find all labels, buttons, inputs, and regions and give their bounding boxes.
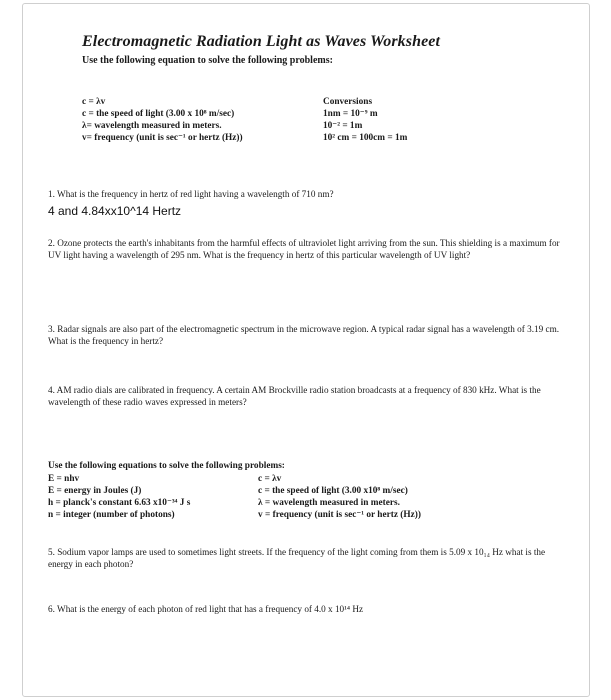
equation-line: λ= wavelength measured in meters. bbox=[82, 121, 222, 131]
equation-line: c = λv bbox=[82, 97, 106, 107]
conversion-line: 10² cm = 100cm = 1m bbox=[323, 133, 408, 143]
equation-line: h = planck's constant 6.63 x10⁻³⁴ J s bbox=[48, 498, 191, 508]
equation-line: c = λv bbox=[258, 474, 282, 484]
equation-line: E = nhv bbox=[48, 474, 80, 484]
question-4: 4. AM radio dials are calibrated in frequency. A certain AM Brockville radio station broadcasts at a frequency of 830 kHz. What is the wavelength of these radio waves expressed in meters? bbox=[48, 385, 541, 408]
conversions-block bbox=[323, 97, 407, 145]
equation-block-1 bbox=[82, 97, 243, 145]
equation-line: c = the speed of light (3.00 x 10⁸ m/sec) bbox=[82, 109, 235, 119]
equation-line: c = the speed of light (3.00 x10⁸ m/sec) bbox=[258, 486, 408, 496]
equation-block-3 bbox=[258, 474, 421, 522]
question-1: 1. What is the frequency in hertz of red light having a wavelength of 710 nm? bbox=[48, 189, 334, 199]
equation-line: v= frequency (unit is sec⁻¹ or hertz (Hz)) bbox=[82, 133, 243, 143]
equation-line: λ = wavelength measured in meters. bbox=[258, 498, 400, 508]
question-3: 3. Radar signals are also part of the electromagnetic spectrum in the microwave region. A typical radar signal has a wavelength of 3.19 cm. What is the frequency in hertz? bbox=[48, 324, 560, 347]
question-2: 2. Ozone protects the earth's inhabitants from the harmful effects of ultraviolet light arriving from the sun. This shielding is a maximum for UV light having a wavelength of 295 nm. What is the frequency in hertz of this particular wavelength of UV light? bbox=[48, 238, 560, 261]
equation-line: E = energy in Joules (J) bbox=[48, 486, 142, 496]
answer-1: 4 and 4.84xx10^14 Hertz bbox=[48, 204, 182, 218]
conversion-line: 1nm = 10⁻⁹ m bbox=[323, 109, 378, 119]
section2-title: Use the following equations to solve the following problems: bbox=[48, 461, 285, 471]
conversions-title: Conversions bbox=[323, 97, 373, 107]
equation-line: n = integer (number of photons) bbox=[48, 510, 175, 520]
worksheet-title: Electromagnetic Radiation Light as Waves Worksheet bbox=[82, 33, 441, 50]
conversion-line: 10⁻² = 1m bbox=[323, 121, 363, 131]
equation-line: v = frequency (unit is sec⁻¹ or hertz (Hz)) bbox=[258, 510, 421, 520]
question-6: 6. What is the energy of each photon of red light that has a frequency of 4.0 x 10¹⁴ Hz bbox=[48, 604, 364, 614]
question-5: 5. Sodium vapor lamps are used to sometimes light streets. If the frequency of the light coming from them is 5.09 x 10₁₄ Hz what is the energy in each photon? bbox=[48, 547, 546, 570]
worksheet-subtitle: Use the following equation to solve the following problems: bbox=[82, 55, 333, 66]
equation-block-2 bbox=[48, 474, 190, 522]
